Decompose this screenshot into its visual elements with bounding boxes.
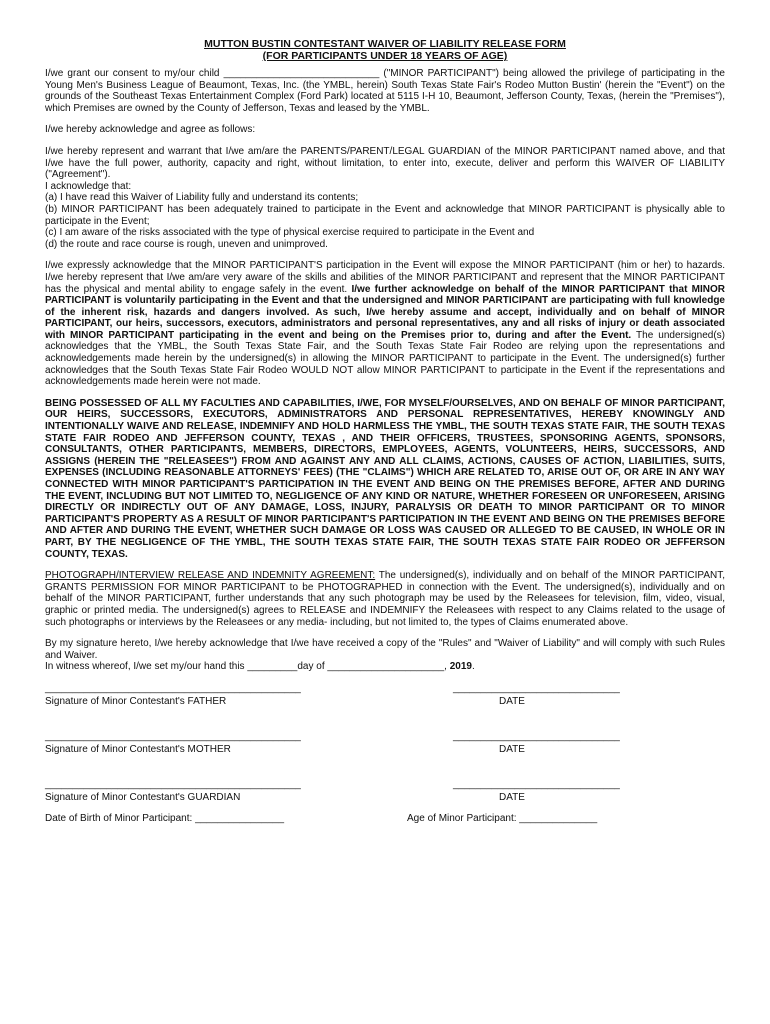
birth-age-row: [45, 813, 725, 829]
mother-signature-label: Signature of Minor Contestant's MOTHER: [45, 743, 231, 755]
father-signature-label: Signature of Minor Contestant's FATHER: [45, 695, 227, 707]
title-line-2: (FOR PARTICIPANTS UNDER 18 YEARS OF AGE): [262, 50, 508, 62]
guardian-signature-label: Signature of Minor Contestant's GUARDIAN: [45, 791, 241, 803]
title-line-1: MUTTON BUSTIN CONTESTANT WAIVER OF LIABILITY RELEASE FORM: [204, 38, 566, 50]
father-date-line[interactable]: ______________________________: [453, 682, 620, 694]
ack-item-d: (d) the route and race course is rough, uneven and unimproved.: [45, 238, 328, 250]
expressly-paragraph: [45, 260, 725, 388]
father-signature-row: [45, 683, 725, 731]
acknowledge-intro: I/we hereby acknowledge and agree as follows:: [45, 124, 256, 136]
document-title: [45, 38, 725, 62]
ack-intro: I acknowledge that:: [45, 180, 132, 192]
expressly-text-1: I/we expressly acknowledge that the MINOR PARTICIPANT'S participation in the Event will expose the MINOR PARTICIPANT (him or her) to hazards. I/we hereby represent that I/we am/are very aware of the skills and abilities of the MINOR PARTICIPANT and represent that the MINOR PARTICIPANT has the physical and mental ability to engage safely in the event.: [45, 260, 725, 295]
ack-item-b: (b) MINOR PARTICIPANT has been adequately trained to participate in the Event and acknowledge that MINOR PARTICIPANT is physically able to participate in the Event;: [45, 203, 725, 227]
release-paragraph: BEING POSSESSED OF ALL MY FACULTIES AND CAPABILITIES, I/WE, FOR MYSELF/OURSELVES, AND ON BEHALF OF MINOR PARTICIPANT, OUR HEIRS, SUCCESSORS, EXECUTORS, ADMINISTRATORS AND PERSONAL REPRESENTATIVES, HEREBY KNOWINGLY AND INTENTIONALLY WAIVE AND RELEASE, INDEMNIFY AND HOLD HARMLESS THE YMBL, THE SOUTH TEXAS STATE FAIR, THE SOUTH TEXAS STATE FAIR RODEO AND JEFFERSON COUNTY, TEXAS , AND THEIR OFFICERS, TRUSTEES, SPONSORING AGENTS, SPONSORS, CONSULTANTS, OTHER PARTICIPANTS, MEMBERS, DIRECTORS, EMPLOYEES, AGENTS, VOLUNTEERS, HEIRS, SUCCESSORS, AND ASSIGNS (HEREIN THE "RELEASEES") FROM AND AGAINST ANY AND ALL CLAIMS, ACTIONS, CAUSES OF ACTION, LIABILITIES, SUITS, EXPENSES (INCLUDING REASONABLE ATTORNEYS' FEES) (THE "CLAIMS") WHICH ARE RELATED TO, ARISE OUT OF, OR ARE IN ANY WAY CONNECTED WITH MINOR PARTICIPANT'S PARTICIPATION IN THE EVENT AND BEING ON THE PREMISES BEFORE, AFTER AND DURING THE EVENT, INCLUDING BUT NOT LIMITED TO, NEGLIGENCE OF ANY KIND OR NATURE, WHETHER FORESEEN OR UNFORESEEN, ARISING DIRECTLY OR INDIRECTLY OUT OF ANY DAMAGE, LOSS, INJURY, PARALYSIS OR DEATH TO MINOR PARTICIPANT OR TO MINOR PARTICIPANT'S PROPERTY AS A RESULT OF MINOR PARTICIPANT'S PARTICIPATION IN THE EVENT AND BEING ON THE PREMISES BEFORE AND AFTER AND DURING THE EVENT, WHETHER SUCH DAMAGE OR LOSS WAS CAUSED OR ALLEGED TO BE CAUSED, IN WHOLE OR IN PART, BY THE NEGLIGENCE OF THE YMBL, THE SOUTH TEXAS STATE FAIR, THE SOUTH TEXAS STATE FAIR RODEO OR JEFFERSON COUNTY, TEXAS.: [45, 397, 725, 560]
photo-paragraph: [45, 570, 725, 628]
mother-signature-line[interactable]: ______________________________________________: [45, 730, 301, 742]
guardian-date-label: DATE: [499, 791, 525, 803]
witness-period: .: [472, 661, 475, 673]
guardian-signature-row: [45, 779, 725, 813]
guardian-signature-line[interactable]: ______________________________________________: [45, 778, 301, 790]
mother-signature-row: [45, 731, 725, 779]
waiver-document: [45, 38, 725, 829]
signature-block: [45, 683, 725, 829]
expressly-text-bold: I/we further acknowledge on behalf of the MINOR PARTICIPANT that MINOR PARTICIPANT is voluntarily participating in the Event and that the undersigned and MINOR PARTICIPANT are participating with full knowledge of the inherent risk, hazards and dangers involved. As such, I/we hereby assume and accept, individually and on behalf of MINOR PARTICIPANT, our heirs, successors, executors, administrators and personal representatives, any and all risks of injury or death associated with MINOR PARTICIPANT participating in the event and being on the Premises prior to, during and after the Event.: [45, 283, 726, 341]
consent-paragraph: I/we grant our consent to my/our child ____________________________ ("MINOR PARTICIPANT") being allowed the privilege of participating in the Young Men's Business League of Beaumont, Texas, Inc. (the YMBL, herein) South Texas State Fair's Rodeo Mutton Bustin' (herein the "Event") on the grounds of the Southeast Texas Entertainment Complex (Ford Park) located at 5115 I-H 10, Beaumont, Jefferson County, Texas, (herein the "Premises"), which Premises are owned by the County of Jefferson, Texas and leased by the YMBL.: [45, 68, 725, 114]
age-field[interactable]: Age of Minor Participant: ______________: [407, 812, 598, 824]
date-of-birth-field[interactable]: Date of Birth of Minor Participant: ________________: [45, 812, 285, 824]
guardian-date-line[interactable]: ______________________________: [453, 778, 620, 790]
represent-paragraph: I/we hereby represent and warrant that I/we am/are the PARENTS/PARENT/LEGAL GUARDIAN of the MINOR PARTICIPANT named above, and that I/we have the full power, authority, capacity and right, without limitation, to enter into, execute, deliver and perform this WAIVER OF LIABILITY ("Agreement").: [45, 145, 725, 181]
expressly-text-2: The undersigned(s) acknowledges that the YMBL, the South Texas State Fair, and the South Texas State Fair Rodeo are relying upon the representations and acknowledgements made herein by the undersigned(s) in allowing the MINOR PARTICIPANT to participate in the Event. The undersigned(s) further acknowledges that the South Texas State Fair Rodeo WOULD NOT allow MINOR PARTICIPANT to participate in the Event if the representations and acknowledgements made herein were not made.: [45, 329, 725, 388]
father-date-label: DATE: [499, 695, 525, 707]
witness-text: In witness whereof, I/we set my/our hand this _________day of _____________________,: [45, 661, 450, 673]
signature-ack-paragraph: By my signature hereto, I/we hereby acknowledge that I/we have received a copy of the "Rules" and "Waiver of Liability" and will comply with such Rules and Waiver.: [45, 638, 725, 661]
photo-body: The undersigned(s), individually and on behalf of the MINOR PARTICIPANT, GRANTS PERMISSION FOR MINOR PARTICIPANT to be PHOTOGRAPHED in connection with the Event. The undersigned(s), individually and on behalf of the MINOR PARTICIPANT, further understands that any such photograph may be used by the Releasees for television, film, video, visual, graphic or printed media. The undersigned(s) agrees to RELEASE and INDEMNIFY the Releasees with respect to any Claims related to the usage of such photographs or interviews by the Releasees or any media- including, but not limited to, the types of Claims enumerated above.: [45, 570, 725, 628]
father-signature-line[interactable]: ______________________________________________: [45, 682, 301, 694]
mother-date-line[interactable]: ______________________________: [453, 730, 620, 742]
witness-line: [45, 661, 725, 673]
mother-date-label: DATE: [499, 743, 525, 755]
photo-heading: PHOTOGRAPH/INTERVIEW RELEASE AND INDEMNITY AGREEMENT:: [45, 570, 376, 582]
ack-item-c: (c) I am aware of the risks associated with the type of physical exercise required to participate in the Event and: [45, 227, 535, 239]
witness-year: 2019: [449, 661, 472, 673]
ack-item-a: (a) I have read this Waiver of Liability fully and understand its contents;: [45, 192, 359, 204]
